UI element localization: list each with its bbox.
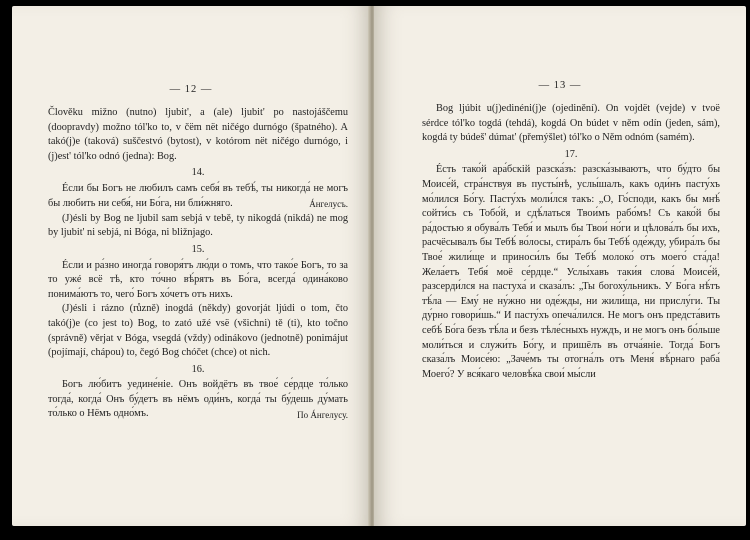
paragraph: (J)ésli i rázno (různě) inogdá (někdy) govorját ljúdi o tom, čto takó(j)e (co jest to) Bog, to zató užé vsë (všichni) tě (ti), kto točno (správně) věrjat v Bóga, vsegdá (vždy) odinákovo (jednotně) ponimájut (pojímají, chápou) to, čegó Bog chóčet (chce) ot nich.	[48, 303, 348, 359]
left-page	[12, 6, 370, 526]
right-page	[374, 6, 746, 526]
page-number-left: — 12 —	[169, 84, 213, 95]
section-number: 16.	[191, 363, 205, 375]
section-number: 15.	[191, 243, 205, 255]
right-page-text	[422, 102, 720, 382]
left-page-text	[48, 106, 348, 423]
paragraph: Éсть тако́й ара́бскiй разска́зъ: разска́зываютъ, что бу́дто бы Моисе́й, стра́нствуя въ пусты́нѣ, услы́шалъ, какъ оди́нъ пасту́хъ мо́лился Бо́гу. Пасту́хъ моли́лся такъ: „О, Го́споди, какъ бы мнѣ́ сойти́сь съ Тобо́й, и сдѣ́латься Твои́мъ рабо́мъ! Съ како́й бы ра́достью я обува́лъ Тебя́ и мылъ бы Твои́ но́ги и цѣлова́лъ бы ихъ, расчёсывалъ бы Тебѣ́ во́лосы, стира́лъ бы Тебѣ́ оде́жду, убира́лъ бы Твое́ жили́ще и приноси́лъ бы Тебѣ́ молоко́ отъ моего́ ста́да! Жела́етъ Тебя́ моё се́рдце.“ Услы́хавъ таки́я слова́ Моисе́й, разсерди́лся на пастуха́ и сказа́лъ: „Ты богоху́льникъ. У Бо́га нѣ́тъ тѣ́ла — Ему́ не ну́жно ни оде́жды, ни жили́ща, ни прислу́ги. Ты ду́рно говори́шь.“ И пасту́хъ опеча́лился. Не могъ онъ предста́вить себѣ́ Бо́га безъ тѣ́ла и безъ тѣле́сныхъ нуждъ, и не могъ онъ бо́льше моли́ться и служи́ть Бо́гу, и пришёлъ въ отча́янiе. Тогда́ Богъ сказа́лъ Моисе́ю: „Заче́мъ ты отогна́лъ отъ Меня́ вѣ́рнаго раба́ Моего́? У вся́каго человѣ́ка свои́ мы́сли	[422, 164, 720, 380]
paragraph: Člověku mižno (nutno) ljubit', a (ale) ljubit' po nastojáščemu (doopravdy) možno tól'ko to, v čëm nët ničégo durnógo (špatného). A takó(j)e (taková) suščestvó (bytost), v kotórom nët ničégo durnógo, i (j)est' tól'ko odnó (jedna): Bog.	[48, 107, 348, 162]
paragraph: Éсли бы Богъ не любилъ самъ себя́ въ тебѣ́, ты никогда́ не могъ бы любить ни себя́, ни Бо́га, ни бли́жняго.	[48, 182, 348, 209]
paragraph: Bog ljúbit u(j)edinéni(j)e (ojedinění). On vojdët (vejde) v tvoë sérdce tól'ko togdá (tehdá), kogdá On búdet v něm odín (jeden, sám), kogdá ty búdeš' dúmat' (přemýšlet) tól'ko o Něm odnóm (samém).	[422, 103, 720, 144]
paragraph: (J)ésli by Bog ne ljubil sam sebjá v tebě, ty nikogdá (nikdá) ne mog by ljubit' ni sebjá, ni Bóga, ni bližnjago.	[48, 212, 348, 239]
attribution: Áнгелусъ.	[309, 199, 348, 210]
page-number-right: — 13 —	[538, 80, 582, 91]
section-number: 17.	[564, 148, 578, 160]
section-number: 14.	[191, 167, 205, 179]
paragraph: Богъ лю́битъ уедине́нiе. Онъ войдётъ въ твое́ се́рдце то́лько тогда́, когда́ Онъ бу́детъ въ нёмъ оди́нъ, когда́ ты бу́дешь ду́мать то́лько о Нёмъ одно́мъ.	[48, 379, 348, 420]
attribution: По Áнгелусу.	[297, 410, 348, 421]
paragraph: Éсли и ра́зно иногда́ говоря́тъ лю́ди о томъ, что тако́е Богъ, то за то ужé всё тѣ, кто то́чно вѣ́рятъ въ Бо́га, всегда́ одина́ково понима́ютъ то, чего́ Богъ хо́четъ отъ нихъ.	[48, 259, 348, 300]
book-spread	[12, 6, 746, 526]
